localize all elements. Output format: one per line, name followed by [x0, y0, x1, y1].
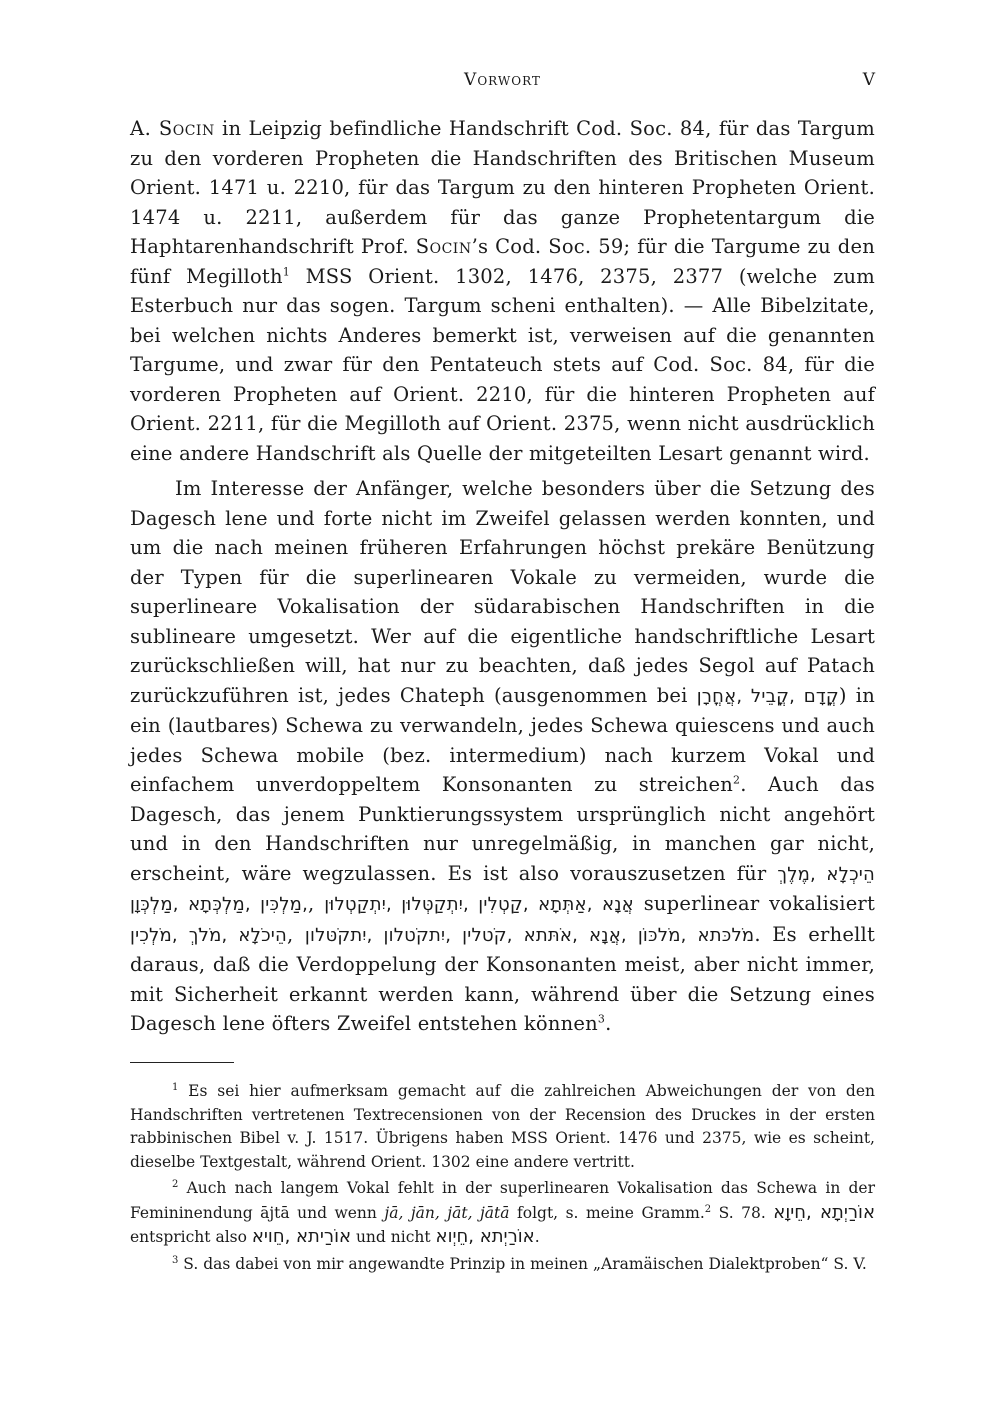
footnote-3: [130, 1253, 875, 1277]
footnote-1-text: Es sei hier aufmerksam gemacht auf die zahlreichen Abweichungen der von den Handschriften vertretenen Textrecensionen von der Recension des Druckes in der ersten rabbinischen Bibel v. J. 1517. Übrigens haben MSS Orient. 1476 und 2375, wie es scheint, dieselbe Textgestalt, während Orient. 1302 eine andere vertritt.: [130, 1082, 875, 1171]
hebrew-example-4: הֵיכֹלָא ,מֹלֹךְ ,מֹלְכִין: [130, 924, 287, 946]
footnote-2-text-c: S. 78.: [711, 1203, 774, 1222]
hebrew-example-1: קֳדָם ,קֳבֵיל ,אֲחֳרָן: [696, 685, 839, 707]
paragraph-1-text-a: in Leipzig befindliche Handschrift Cod. Soc. 84, für das Targum zu den vorderen Propheten die Handschriften des Britischen Museum Orient. 1471 u. 2210, für das Targum zu den hinteren Propheten Orient. 1474 u. 2211, außerdem für das ganze Prophetentargum die Haphtarenhandschrift Prof.: [130, 117, 876, 258]
author-name-socin: A. Socin: [130, 117, 215, 140]
running-header: [130, 70, 875, 98]
hebrew-example-3: אֲנָא ,אַתְּתָא ,קַטְלִין ,יִתְקַטְּלוּן ,יִתְקַטְלוּן: [324, 894, 634, 915]
paragraph-2-text-1: Im Interesse der Anfänger, welche besonders über die Setzung des Dagesch lene und forte nicht im Zweifel gelassen werden konnten, und um die nach meinen früheren Erfahrungen höchst prekäre Benützung der Typen für die superlinearen Vokale zu vermeiden, wurde die superlineare Vokalisation der südarabischen Handschriften in die sublineare umgesetzt. Wer auf die eigentliche handschriftliche Lesart zurückschließen will, hat nur zu beachten, daß jedes Segol auf Patach zurückzuführen ist, jedes Chateph (ausgenommen bei: [130, 477, 875, 707]
footnote-2-mark: 2: [172, 1178, 179, 1190]
footnote-1-mark: 1: [172, 1081, 179, 1093]
footnote-1: [130, 1080, 875, 1174]
paragraph-2-text-2: ) in ein (lautbares) Schewa zu verwandeln, jedes Schewa quiescens und auch jedes Schewa mobile (bez. intermedium) nach kurzem Vokal und einfachem unverdoppeltem Konsonanten zu streichen: [130, 683, 876, 796]
hebrew-example-5: מֹלכּתא ,מֹלכּוֹן ,אֲנָא ,אֹתּתא ,קֹטלין ,יִתקֹטלון ,יִתקֹטּלון: [304, 924, 755, 946]
page-number: V: [862, 70, 875, 90]
footnote-2-edition-sup: 2: [704, 1203, 712, 1215]
footnote-2-text-f: .: [534, 1228, 540, 1246]
footnote-3-text: S. das dabei von mir angewandte Prinzip in meinen „Aramäischen Dialektproben“ S. V.: [178, 1254, 867, 1273]
paragraph-1: [130, 114, 875, 468]
paragraph-2-text-6: ,: [287, 922, 305, 946]
paragraph-1-text-b: ’s Cod. Soc. 59; für die Targume zu den fünf Megilloth: [130, 235, 875, 288]
footnote-ref-3[interactable]: 3: [597, 1012, 606, 1026]
footnote-ref-2[interactable]: 2: [733, 773, 741, 787]
paragraph-2-text-4: ,: [308, 892, 325, 915]
footnote-2-text-a: Auch nach langem Vokal fehlt in der superlinearen Vokalisation das Schewa in der Femininendung ājtā und wenn: [130, 1179, 875, 1222]
running-title: Vorwort: [464, 70, 541, 90]
footnote-3-mark: 3: [172, 1254, 179, 1266]
paragraph-1-text-c: MSS Orient. 1302, 1476, 2375, 2377 (welche zum Esterbuch nur das sogen. Targum scheni enthalten). — Alle Bibelzitate, bei welchen nichts Anderes bemerkt ist, verweisen auf die genannten Targume, und zwar für den Pentateuch stets auf Cod. Soc. 84, für die vorderen Propheten auf Orient. 2210, für die hinteren Propheten auf Orient. 2211, für die Megilloth auf Orient. 2375, wenn nicht ausdrücklich eine andere Handschrift als Quelle der mitgeteilten Lesart genannt wird.: [130, 264, 876, 465]
footnote-2-hebrew-2: אוֹרַיתא ,חֵויא: [251, 1226, 352, 1247]
footnote-2-hebrew-3: אוֹרַיְתא ,חֵיְוא: [435, 1226, 535, 1247]
paragraph-2-text-8: .: [605, 1012, 612, 1035]
footnote-ref-1[interactable]: 1: [282, 265, 290, 278]
footnote-2-text-e: und nicht: [351, 1228, 436, 1246]
footnote-2: [130, 1177, 875, 1250]
footnote-2-text-d: entspricht also: [130, 1228, 252, 1246]
footnotes: [130, 1080, 875, 1279]
footnote-2-transliteration: jā, jān, jāt, jātā: [384, 1203, 510, 1222]
footnote-2-hebrew-1: אוֹרַיְתָא ,חֵיוָא: [773, 1201, 875, 1223]
paragraph-2-text-5: superlinear vokalisiert: [633, 892, 875, 915]
author-name-socin-2: Socin: [415, 235, 472, 258]
main-text: [130, 114, 875, 1039]
paragraph-2: [130, 474, 875, 1039]
footnote-separator: [130, 1062, 234, 1063]
paragraph-2-text-7: . Es erhellt daraus, daß die Verdoppelung der Konsonanten meist, aber nicht immer, mit Sicherheit erkannt werden kann, während über die Setzung eines Dagesch lene öfters Zweifel entstehen können: [130, 922, 875, 1035]
paragraph-2-text-3: . Auch das Dagesch, das jenem Punktierungssystem ursprünglich nicht angehört und in den Handschriften nur unregelmäßig, in manchen gar nicht, erscheint, wäre wegzulassen. Es ist also vorauszusetzen für: [130, 773, 875, 885]
hebrew-example-2: הֵיכְלָא ,מֶלֶךְ ,מַלְכִּין ,מַלְכְּתָא ,מַלְכְּוָן: [130, 863, 875, 915]
footnote-2-text-b: folgt, s. meine Gramm.: [509, 1203, 705, 1222]
